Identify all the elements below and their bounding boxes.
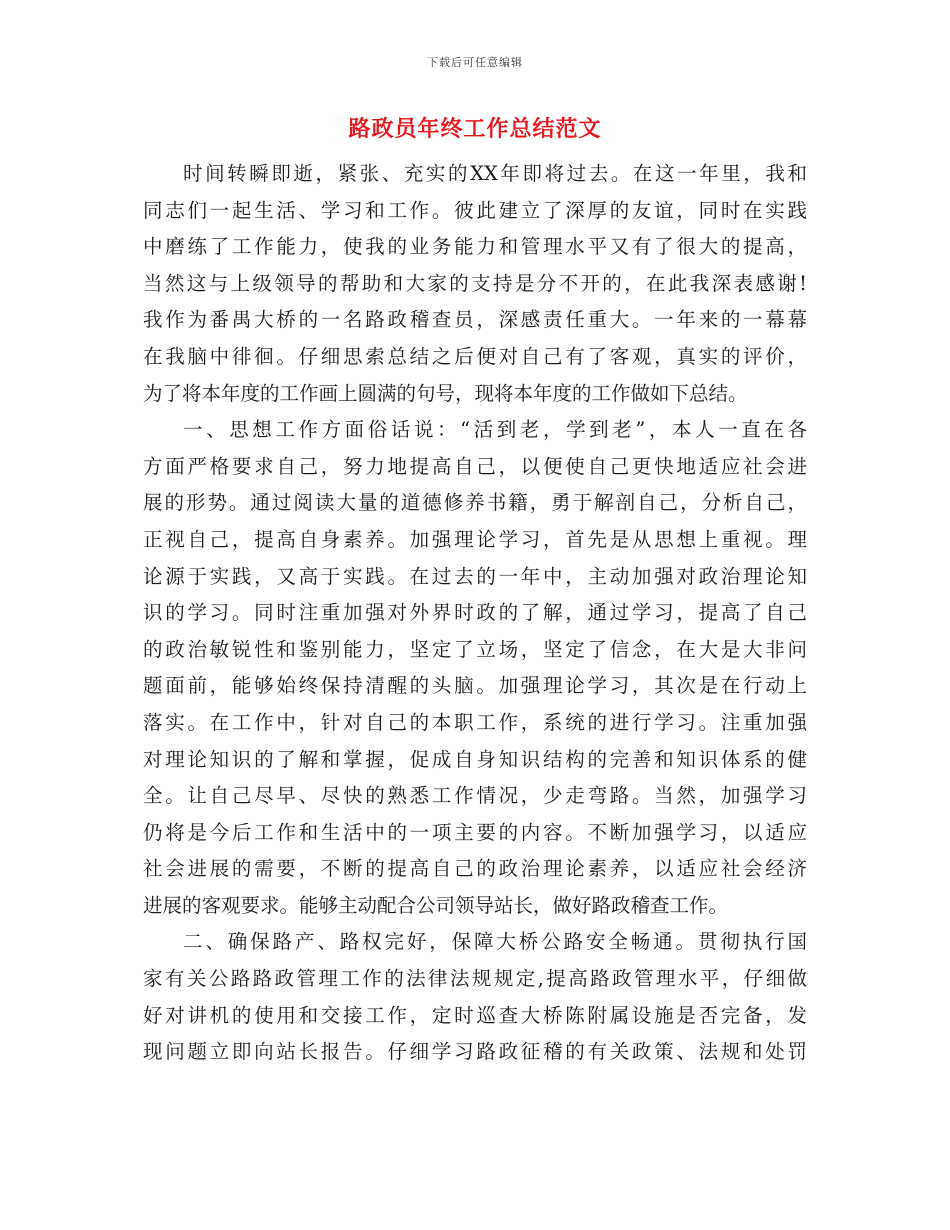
text-line: 中磨练了工作能力，使我的业务能力和管理水平又有了很大的提高，	[143, 235, 807, 259]
text-line: 当然这与上级领导的帮助和大家的支持是分不开的，在此我深表感谢!	[143, 271, 807, 295]
text-line: 落实。在工作中，针对自己的本职工作，系统的进行学习。注重加强	[143, 710, 807, 734]
document-body	[143, 156, 807, 1071]
text-line: 同志们一起生活、学习和工作。彼此建立了深厚的友谊，同时在实践	[143, 198, 807, 222]
text-line: 现问题立即向站长报告。仔细学习路政征稽的有关政策、法规和处罚	[143, 1040, 807, 1064]
header-note: 下载后可任意编辑	[427, 56, 523, 69]
text-line: 我作为番禺大桥的一名路政稽查员，深感责任重大。一年来的一幕幕	[143, 308, 807, 332]
text-line: 全。让自己尽早、尽快的熟悉工作情况，少走弯路。当然，加强学习	[143, 784, 807, 808]
text-line: 正视自己，提高自身素养。加强理论学习，首先是从思想上重视。理	[143, 527, 807, 551]
text-line: 识的学习。同时注重加强对外界时政的了解，通过学习，提高了自己	[143, 601, 807, 625]
text-line: 为了将本年度的工作画上圆满的句号，现将本年度的工作做如下总结。	[143, 381, 748, 405]
text-line: 二、确保路产、路权完好，保障大桥公路安全畅通。贯彻执行国	[183, 930, 807, 954]
text-line: 家有关公路路政管理工作的法律法规规定,提高路政管理水平，仔细做	[143, 967, 807, 991]
text-line: 题面前，能够始终保持清醒的头脑。加强理论学习，其次是在行动上	[143, 674, 807, 698]
document-title: 路政员年终工作总结范文	[348, 116, 602, 142]
text-line: 时间转瞬即逝，紧张、充实的XX年即将过去。在这一年里，我和	[183, 162, 807, 185]
text-line: 社会进展的需要，不断的提高自己的政治理论素养，以适应社会经济	[143, 857, 807, 881]
text-line: 一、思想工作方面俗话说：“活到老，学到老”，本人一直在各	[183, 418, 807, 442]
text-line: 论源于实践，又高于实践。在过去的一年中，主动加强对政治理论知	[143, 564, 807, 588]
text-line: 仍将是今后工作和生活中的一项主要的内容。不断加强学习，以适应	[143, 820, 807, 844]
text-line: 好对讲机的使用和交接工作，定时巡查大桥陈附属设施是否完备，发	[143, 1003, 807, 1027]
text-line: 进展的客观要求。能够主动配合公司领导站长，做好路政稽查工作。	[143, 893, 729, 917]
text-line: 展的形势。通过阅读大量的道德修养书籍，勇于解剖自己，分析自己，	[143, 491, 807, 515]
text-line: 在我脑中徘徊。仔细思索总结之后便对自己有了客观，真实的评价，	[143, 344, 807, 368]
text-line: 的政治敏锐性和鉴别能力，坚定了立场，坚定了信念，在大是大非问	[143, 637, 807, 661]
text-line: 对理论知识的了解和掌握，促成自身知识结构的完善和知识体系的健	[143, 747, 807, 771]
text-line: 方面严格要求自己，努力地提高自己，以便使自己更快地适应社会进	[143, 454, 807, 478]
